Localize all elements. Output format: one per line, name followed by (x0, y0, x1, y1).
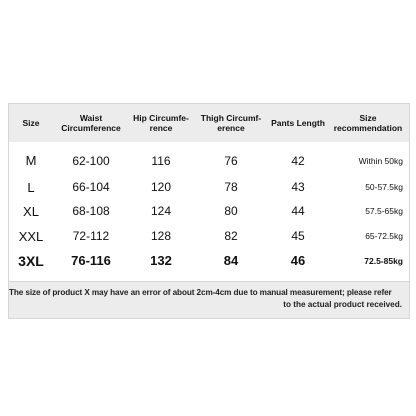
note-line-2: to the actual product received. (283, 300, 402, 309)
recommendation-cell: 72.5-85kg (364, 255, 403, 266)
thigh-cell: 78 (224, 180, 238, 194)
header-hip: Hip Circumfe- rence (133, 113, 189, 133)
size-cell: 3XL (18, 252, 44, 269)
recommendation-cell: 65-72.5kg (365, 231, 403, 241)
hip-cell: 116 (151, 153, 171, 168)
recommendation-cell: 50-57.5kg (365, 182, 403, 192)
length-cell: 45 (291, 229, 305, 243)
header-waist: Waist Circumference (61, 113, 121, 133)
note-line-1: The size of product X may have an error of about 2cm-4cm due to manual measurement; please refer (9, 288, 392, 297)
header-thigh: Thigh Circumf- erence (200, 113, 262, 133)
size-cell: XL (23, 203, 39, 219)
waist-cell: 62-100 (72, 153, 110, 168)
table-row (9, 146, 409, 175)
length-cell: 44 (291, 204, 305, 218)
table-header-row (9, 104, 409, 142)
hip-cell: 120 (150, 180, 172, 194)
waist-cell: 76-116 (71, 253, 111, 268)
header-pants-length: Pants Length (271, 118, 325, 128)
hip-cell: 132 (150, 253, 172, 268)
size-cell: L (27, 179, 35, 195)
hip-cell: 124 (150, 204, 172, 218)
waist-cell: 66-104 (72, 180, 110, 194)
thigh-cell: 84 (223, 253, 239, 268)
length-cell: 46 (290, 253, 306, 268)
table-row (9, 249, 409, 272)
size-chart-table (8, 103, 410, 319)
header-size-recommendation: Size recommendation (333, 113, 403, 133)
hip-cell: 128 (150, 229, 172, 243)
size-cell: XXL (18, 228, 44, 244)
table-row (9, 199, 409, 223)
recommendation-cell: Within 50kg (358, 155, 403, 166)
waist-cell: 68-108 (72, 204, 110, 218)
length-cell: 42 (291, 153, 305, 168)
recommendation-cell: 57.5-65kg (365, 206, 403, 216)
table-row (9, 223, 409, 249)
thigh-cell: 80 (224, 204, 238, 218)
length-cell: 43 (291, 180, 305, 194)
header-size: Size (22, 118, 40, 128)
size-cell: M (25, 153, 37, 168)
table-spacer (9, 272, 409, 281)
waist-cell: 72-112 (72, 229, 110, 243)
measurement-note (9, 281, 409, 318)
thigh-cell: 82 (224, 229, 238, 243)
thigh-cell: 76 (224, 153, 238, 168)
table-row (9, 175, 409, 199)
